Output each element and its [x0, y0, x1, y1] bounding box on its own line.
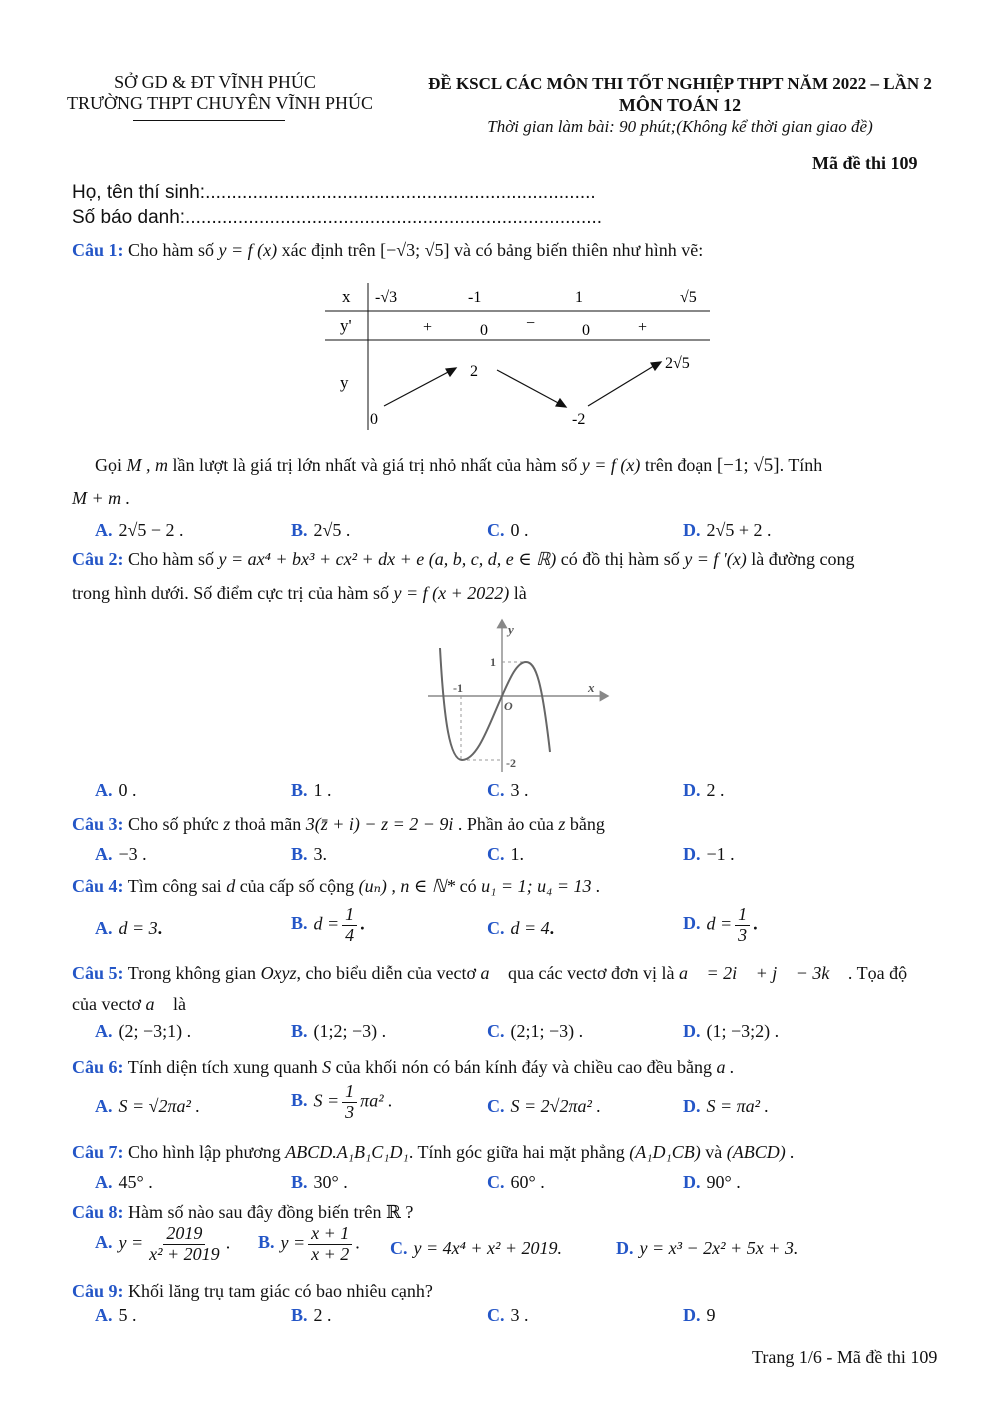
table-arrows	[384, 362, 661, 407]
q6-option-d[interactable]: D. S = πa² .	[683, 1096, 770, 1116]
question-9-stem: Câu 9: Khối lăng trụ tam giác có bao nhiêu cạnh?	[72, 1281, 433, 1301]
header-underline	[133, 120, 285, 121]
q9-option-d[interactable]: D. 9	[683, 1305, 716, 1325]
table-x-value: -1	[468, 289, 482, 306]
table-y-value: 0	[370, 411, 378, 428]
table-y-value: 2	[470, 363, 478, 380]
table-y-value: 2√5	[665, 355, 690, 372]
q7-option-b[interactable]: B. 30° .	[291, 1172, 348, 1192]
question-label: Câu 7:	[72, 1142, 124, 1162]
q1-option-a[interactable]: A. 2√5 − 2 .	[95, 520, 184, 540]
svg-text:-1: -1	[453, 681, 463, 695]
exam-code: Mã đề thi 109	[812, 153, 918, 173]
q9-option-a[interactable]: A. 5 .	[95, 1305, 137, 1325]
table-sign: −	[526, 315, 536, 332]
q7-option-c[interactable]: C. 60° .	[487, 1172, 545, 1192]
table-sign: 0	[480, 322, 488, 339]
q8-option-c[interactable]: C. y = 4x⁴ + x² + 2019.	[390, 1238, 563, 1258]
exam-subject: MÔN TOÁN 12	[618, 95, 742, 115]
question-7-stem: Câu 7: Cho hình lập phương ABCD.A₁B₁C₁D₁. Tính góc giữa hai mặt phẳng (A₁D₁CB) và (ABCD) .	[72, 1142, 795, 1162]
q5-option-c[interactable]: C. (2;1; −3) .	[487, 1021, 584, 1041]
table-x-label: x	[342, 287, 351, 306]
table-x-value: -√3	[375, 289, 398, 306]
q5-option-d[interactable]: D. (1; −3;2) .	[683, 1021, 780, 1041]
department-name: SỞ GD & ĐT VĨNH PHÚC	[114, 72, 316, 92]
q7-option-a[interactable]: A. 45° .	[95, 1172, 153, 1192]
question-2-stem: Câu 2: Cho hàm số y = ax⁴ + bx³ + cx² + dx + e (a, b, c, d, e ∈ ℝ) có đồ thị hàm số y = f '(x) là đường cong	[72, 549, 855, 569]
q2-option-c[interactable]: C. 3 .	[487, 780, 529, 800]
q1-option-c[interactable]: C. 0 .	[487, 520, 529, 540]
q6-option-c[interactable]: C. S = 2√2πa² .	[487, 1096, 601, 1116]
svg-text:y: y	[508, 622, 514, 637]
svg-text:1: 1	[490, 655, 496, 669]
table-y-value: -2	[572, 411, 586, 428]
question-8-stem: Câu 8: Hàm số nào sau đây đồng biến trên ℝ ?	[72, 1202, 414, 1222]
page-footer: Trang 1/6 - Mã đề thi 109	[752, 1347, 938, 1367]
q1-option-d[interactable]: D. 2√5 + 2 .	[683, 520, 772, 540]
exam-time: Thời gian làm bài: 90 phút;(Không kể thời gian giao đề)	[487, 117, 873, 136]
q2-option-b[interactable]: B. 1 .	[291, 780, 332, 800]
exam-title: ĐỀ KSCL CÁC MÔN THI TỐT NGHIỆP THPT NĂM 2022 – LẦN 2	[428, 74, 932, 93]
q9-option-b[interactable]: B. 2 .	[291, 1305, 332, 1325]
table-sign: +	[638, 319, 648, 336]
question-1-prompt: Gọi M , m lần lượt là giá trị lớn nhất và giá trị nhỏ nhất của hàm số y = f (x) trên đoạn [−1; √5]. Tính	[95, 455, 823, 476]
question-1-stem: Câu 1: Cho hàm số y = f (x) xác định trên [−√3; √5] và có bảng biến thiên như hình vẽ:	[72, 240, 704, 260]
table-sign: +	[423, 319, 433, 336]
question-label: Câu 6:	[72, 1057, 124, 1077]
question-5-stem: Câu 5: Trong không gian Oxyz, cho biểu diễn của vectơ a⃗ qua các vectơ đơn vị là a⃗ = 2i⃗ + j⃗ − 3k⃗ . Tọa độ	[72, 963, 908, 983]
q5-option-b[interactable]: B. (1;2; −3) .	[291, 1021, 387, 1041]
q9-option-c[interactable]: C. 3 .	[487, 1305, 529, 1325]
table-sign: 0	[582, 322, 590, 339]
table-y-label: y	[340, 373, 349, 392]
q8-option-d[interactable]: D. y = x³ − 2x² + 5x + 3.	[616, 1238, 799, 1258]
q4-option-a[interactable]: A. d = 3.	[95, 918, 163, 938]
q3-option-c[interactable]: C. 1.	[487, 844, 524, 864]
question-6-stem: Câu 6: Tính diện tích xung quanh S của khối nón có bán kính đáy và chiều cao đều bằng a .	[72, 1057, 735, 1077]
question-5-stem-line2: của vectơ a⃗ là	[72, 994, 186, 1014]
svg-text:-2: -2	[506, 756, 516, 770]
variation-table	[320, 278, 720, 438]
q4-option-d[interactable]: D. d = $\frac{1}{3}$ .	[683, 904, 758, 945]
q1-option-b[interactable]: B. 2√5 .	[291, 520, 351, 540]
question-label: Câu 9:	[72, 1281, 124, 1301]
q2-option-d[interactable]: D. 2 .	[683, 780, 725, 800]
student-id-line: Số báo danh:...............................................................................	[72, 207, 603, 228]
school-name: TRƯỜNG THPT CHUYÊN VĨNH PHÚC	[67, 93, 373, 113]
q5-option-a[interactable]: A. (2; −3;1) .	[95, 1021, 192, 1041]
question-1-prompt-end: M + m .	[72, 488, 131, 508]
table-x-value: √5	[680, 289, 697, 306]
question-3-stem: Câu 3: Cho số phức z thoả mãn 3(z̄ + i) − z = 2 − 9i . Phần ảo của z bằng	[72, 814, 605, 834]
question-label: Câu 2:	[72, 549, 124, 569]
q8-option-a[interactable]: A. y = $\frac{2019}{\text{x² + 2019}}$ .	[95, 1223, 231, 1264]
question-2-stem-line2: trong hình dưới. Số điểm cực trị của hàm số y = f (x + 2022) là	[72, 583, 527, 603]
question-label: Câu 4:	[72, 876, 124, 896]
q6-option-b[interactable]: B. S = $\frac{1}{3}$ πa² .	[291, 1081, 393, 1122]
q4-option-b[interactable]: B. d = $\frac{1}{4}$ .	[291, 904, 365, 945]
q4-option-c[interactable]: C. d = 4.	[487, 918, 555, 938]
q3-option-a[interactable]: A. −3 .	[95, 844, 147, 864]
q3-option-d[interactable]: D. −1 .	[683, 844, 735, 864]
question-label: Câu 1:	[72, 240, 124, 260]
q3-option-b[interactable]: B. 3.	[291, 844, 328, 864]
derivative-graph	[420, 612, 620, 777]
svg-text:O: O	[504, 699, 513, 713]
q8-option-b[interactable]: B. y = $\frac{x + 1}{x + 2}$ .	[258, 1223, 360, 1264]
question-label: Câu 8:	[72, 1202, 124, 1222]
q6-option-a[interactable]: A. S = √2πa² .	[95, 1096, 200, 1116]
question-label: Câu 3:	[72, 814, 124, 834]
student-name-line: Họ, tên thí sinh:..........................................................................	[72, 182, 596, 203]
table-x-value: 1	[575, 289, 583, 306]
q2-option-a[interactable]: A. 0 .	[95, 780, 137, 800]
table-yprime-label: y'	[340, 316, 352, 335]
q7-option-d[interactable]: D. 90° .	[683, 1172, 741, 1192]
question-4-stem: Câu 4: Tìm công sai d của cấp số cộng (uₙ) , n ∈ ℕ* có u₁ = 1; u₄ = 13 .	[72, 876, 601, 896]
svg-text:x: x	[588, 680, 595, 695]
question-label: Câu 5:	[72, 963, 124, 983]
